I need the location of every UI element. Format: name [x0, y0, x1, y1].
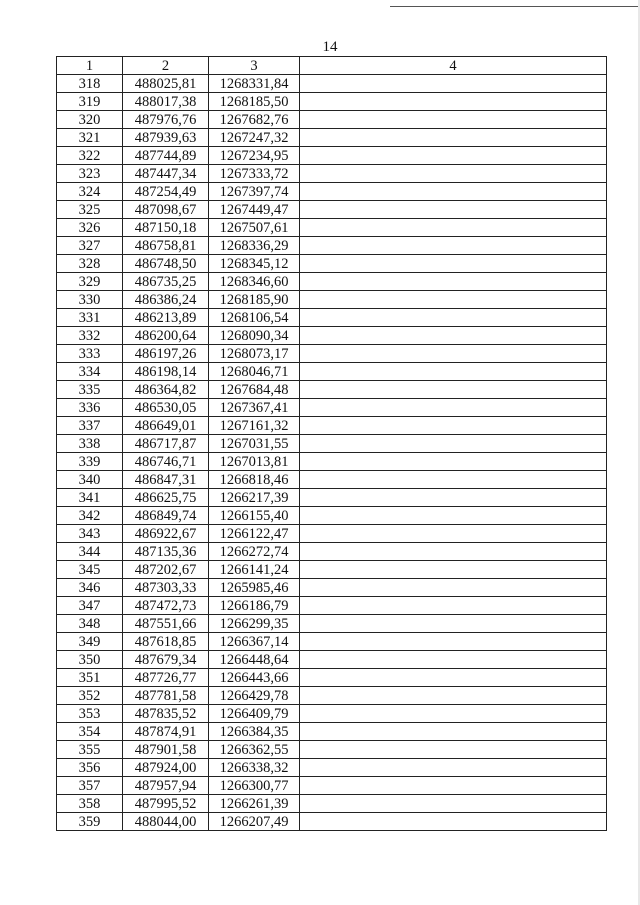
notes-cell [300, 615, 607, 633]
point-number-cell: 330 [57, 291, 123, 309]
x-coordinate-cell: 487781,58 [123, 687, 209, 705]
x-coordinate-cell: 487254,49 [123, 183, 209, 201]
y-coordinate-cell: 1268346,60 [209, 273, 300, 291]
y-coordinate-cell: 1267031,55 [209, 435, 300, 453]
y-coordinate-cell: 1266448,64 [209, 651, 300, 669]
notes-cell [300, 777, 607, 795]
notes-cell [300, 579, 607, 597]
table-row [57, 327, 607, 345]
x-coordinate-cell: 487679,34 [123, 651, 209, 669]
table-row [57, 75, 607, 93]
notes-cell [300, 165, 607, 183]
notes-cell [300, 453, 607, 471]
x-coordinate-cell: 486746,71 [123, 453, 209, 471]
point-number-cell: 354 [57, 723, 123, 741]
table-row [57, 345, 607, 363]
x-coordinate-cell: 488044,00 [123, 813, 209, 831]
table-row [57, 237, 607, 255]
table-row [57, 111, 607, 129]
table-row [57, 435, 607, 453]
y-coordinate-cell: 1268336,29 [209, 237, 300, 255]
point-number-cell: 357 [57, 777, 123, 795]
notes-cell [300, 813, 607, 831]
point-number-cell: 319 [57, 93, 123, 111]
y-coordinate-cell: 1268046,71 [209, 363, 300, 381]
notes-cell [300, 489, 607, 507]
point-number-cell: 336 [57, 399, 123, 417]
x-coordinate-cell: 486735,25 [123, 273, 209, 291]
y-coordinate-cell: 1266300,77 [209, 777, 300, 795]
y-coordinate-cell: 1266429,78 [209, 687, 300, 705]
point-number-cell: 345 [57, 561, 123, 579]
x-coordinate-cell: 486198,14 [123, 363, 209, 381]
point-number-cell: 349 [57, 633, 123, 651]
coordinates-table [56, 56, 607, 831]
notes-cell [300, 795, 607, 813]
notes-cell [300, 399, 607, 417]
point-number-cell: 344 [57, 543, 123, 561]
y-coordinate-cell: 1266186,79 [209, 597, 300, 615]
y-coordinate-cell: 1267161,32 [209, 417, 300, 435]
point-number-cell: 338 [57, 435, 123, 453]
y-coordinate-cell: 1266818,46 [209, 471, 300, 489]
point-number-cell: 320 [57, 111, 123, 129]
table-row [57, 597, 607, 615]
point-number-cell: 358 [57, 795, 123, 813]
notes-cell [300, 111, 607, 129]
notes-cell [300, 759, 607, 777]
notes-cell [300, 129, 607, 147]
y-coordinate-cell: 1266155,40 [209, 507, 300, 525]
table-row [57, 741, 607, 759]
y-coordinate-cell: 1268073,17 [209, 345, 300, 363]
point-number-cell: 342 [57, 507, 123, 525]
x-coordinate-cell: 487744,89 [123, 147, 209, 165]
table-row [57, 417, 607, 435]
table-row [57, 777, 607, 795]
point-number-cell: 332 [57, 327, 123, 345]
y-coordinate-cell: 1268106,54 [209, 309, 300, 327]
point-number-cell: 343 [57, 525, 123, 543]
x-coordinate-cell: 487447,34 [123, 165, 209, 183]
point-number-cell: 339 [57, 453, 123, 471]
table-row [57, 183, 607, 201]
table-row [57, 219, 607, 237]
x-coordinate-cell: 486847,31 [123, 471, 209, 489]
notes-cell [300, 507, 607, 525]
point-number-cell: 333 [57, 345, 123, 363]
y-coordinate-cell: 1268345,12 [209, 255, 300, 273]
table-row [57, 291, 607, 309]
column-header-point-number: 1 [57, 57, 123, 75]
y-coordinate-cell: 1266384,35 [209, 723, 300, 741]
point-number-cell: 346 [57, 579, 123, 597]
y-coordinate-cell: 1268331,84 [209, 75, 300, 93]
point-number-cell: 329 [57, 273, 123, 291]
column-header-x-coordinate: 2 [123, 57, 209, 75]
x-coordinate-cell: 486364,82 [123, 381, 209, 399]
point-number-cell: 334 [57, 363, 123, 381]
point-number-cell: 348 [57, 615, 123, 633]
table-row [57, 723, 607, 741]
table-body [57, 75, 607, 831]
x-coordinate-cell: 487835,52 [123, 705, 209, 723]
notes-cell [300, 723, 607, 741]
point-number-cell: 353 [57, 705, 123, 723]
point-number-cell: 340 [57, 471, 123, 489]
y-coordinate-cell: 1268185,50 [209, 93, 300, 111]
notes-cell [300, 525, 607, 543]
point-number-cell: 352 [57, 687, 123, 705]
y-coordinate-cell: 1266299,35 [209, 615, 300, 633]
notes-cell [300, 471, 607, 489]
x-coordinate-cell: 486213,89 [123, 309, 209, 327]
point-number-cell: 347 [57, 597, 123, 615]
table-row [57, 525, 607, 543]
table-row [57, 201, 607, 219]
point-number-cell: 359 [57, 813, 123, 831]
table-row [57, 633, 607, 651]
y-coordinate-cell: 1266217,39 [209, 489, 300, 507]
notes-cell [300, 201, 607, 219]
table-row [57, 795, 607, 813]
notes-cell [300, 633, 607, 651]
table-row [57, 669, 607, 687]
x-coordinate-cell: 487150,18 [123, 219, 209, 237]
x-coordinate-cell: 487551,66 [123, 615, 209, 633]
x-coordinate-cell: 486849,74 [123, 507, 209, 525]
table-row [57, 147, 607, 165]
table-row [57, 363, 607, 381]
point-number-cell: 318 [57, 75, 123, 93]
x-coordinate-cell: 486717,87 [123, 435, 209, 453]
y-coordinate-cell: 1266272,74 [209, 543, 300, 561]
x-coordinate-cell: 487098,67 [123, 201, 209, 219]
notes-cell [300, 345, 607, 363]
point-number-cell: 335 [57, 381, 123, 399]
y-coordinate-cell: 1268090,34 [209, 327, 300, 345]
x-coordinate-cell: 486386,24 [123, 291, 209, 309]
table-header-row [57, 57, 607, 75]
table-row [57, 759, 607, 777]
point-number-cell: 323 [57, 165, 123, 183]
x-coordinate-cell: 487957,94 [123, 777, 209, 795]
y-coordinate-cell: 1265985,46 [209, 579, 300, 597]
table-row [57, 705, 607, 723]
y-coordinate-cell: 1266367,14 [209, 633, 300, 651]
table-row [57, 399, 607, 417]
x-coordinate-cell: 487939,63 [123, 129, 209, 147]
table-row [57, 507, 607, 525]
point-number-cell: 324 [57, 183, 123, 201]
point-number-cell: 331 [57, 309, 123, 327]
notes-cell [300, 147, 607, 165]
scan-edge-line [390, 6, 640, 7]
table-row [57, 165, 607, 183]
y-coordinate-cell: 1267397,74 [209, 183, 300, 201]
table-row [57, 489, 607, 507]
point-number-cell: 356 [57, 759, 123, 777]
x-coordinate-cell: 487995,52 [123, 795, 209, 813]
x-coordinate-cell: 486197,26 [123, 345, 209, 363]
y-coordinate-cell: 1266261,39 [209, 795, 300, 813]
x-coordinate-cell: 487726,77 [123, 669, 209, 687]
y-coordinate-cell: 1266207,49 [209, 813, 300, 831]
point-number-cell: 322 [57, 147, 123, 165]
x-coordinate-cell: 487874,91 [123, 723, 209, 741]
x-coordinate-cell: 486625,75 [123, 489, 209, 507]
y-coordinate-cell: 1267333,72 [209, 165, 300, 183]
notes-cell [300, 255, 607, 273]
point-number-cell: 350 [57, 651, 123, 669]
notes-cell [300, 651, 607, 669]
point-number-cell: 351 [57, 669, 123, 687]
table-row [57, 471, 607, 489]
y-coordinate-cell: 1267234,95 [209, 147, 300, 165]
column-header-y-coordinate: 3 [209, 57, 300, 75]
point-number-cell: 327 [57, 237, 123, 255]
y-coordinate-cell: 1267247,32 [209, 129, 300, 147]
x-coordinate-cell: 487901,58 [123, 741, 209, 759]
notes-cell [300, 183, 607, 201]
point-number-cell: 325 [57, 201, 123, 219]
x-coordinate-cell: 486530,05 [123, 399, 209, 417]
notes-cell [300, 273, 607, 291]
notes-cell [300, 669, 607, 687]
notes-cell [300, 327, 607, 345]
table-row [57, 273, 607, 291]
x-coordinate-cell: 487924,00 [123, 759, 209, 777]
notes-cell [300, 237, 607, 255]
y-coordinate-cell: 1266409,79 [209, 705, 300, 723]
notes-cell [300, 543, 607, 561]
notes-cell [300, 435, 607, 453]
table-row [57, 453, 607, 471]
point-number-cell: 341 [57, 489, 123, 507]
x-coordinate-cell: 487135,36 [123, 543, 209, 561]
x-coordinate-cell: 488025,81 [123, 75, 209, 93]
x-coordinate-cell: 487618,85 [123, 633, 209, 651]
y-coordinate-cell: 1267449,47 [209, 201, 300, 219]
table-row [57, 579, 607, 597]
y-coordinate-cell: 1267684,48 [209, 381, 300, 399]
table-row [57, 309, 607, 327]
y-coordinate-cell: 1267682,76 [209, 111, 300, 129]
x-coordinate-cell: 487472,73 [123, 597, 209, 615]
y-coordinate-cell: 1267013,81 [209, 453, 300, 471]
y-coordinate-cell: 1266141,24 [209, 561, 300, 579]
notes-cell [300, 363, 607, 381]
x-coordinate-cell: 486758,81 [123, 237, 209, 255]
notes-cell [300, 93, 607, 111]
x-coordinate-cell: 486748,50 [123, 255, 209, 273]
table-row [57, 615, 607, 633]
x-coordinate-cell: 487202,67 [123, 561, 209, 579]
notes-cell [300, 705, 607, 723]
table-row [57, 255, 607, 273]
table-row [57, 381, 607, 399]
x-coordinate-cell: 487303,33 [123, 579, 209, 597]
point-number-cell: 337 [57, 417, 123, 435]
y-coordinate-cell: 1267507,61 [209, 219, 300, 237]
table-row [57, 813, 607, 831]
x-coordinate-cell: 486200,64 [123, 327, 209, 345]
notes-cell [300, 561, 607, 579]
notes-cell [300, 291, 607, 309]
notes-cell [300, 309, 607, 327]
point-number-cell: 328 [57, 255, 123, 273]
notes-cell [300, 219, 607, 237]
y-coordinate-cell: 1267367,41 [209, 399, 300, 417]
x-coordinate-cell: 486922,67 [123, 525, 209, 543]
point-number-cell: 326 [57, 219, 123, 237]
notes-cell [300, 597, 607, 615]
notes-cell [300, 417, 607, 435]
page-number: 14 [322, 39, 338, 55]
x-coordinate-cell: 487976,76 [123, 111, 209, 129]
notes-cell [300, 687, 607, 705]
table-row [57, 129, 607, 147]
notes-cell [300, 75, 607, 93]
y-coordinate-cell: 1266362,55 [209, 741, 300, 759]
table-row [57, 561, 607, 579]
table-row [57, 687, 607, 705]
y-coordinate-cell: 1268185,90 [209, 291, 300, 309]
column-header-notes: 4 [300, 57, 607, 75]
y-coordinate-cell: 1266338,32 [209, 759, 300, 777]
table-row [57, 93, 607, 111]
y-coordinate-cell: 1266443,66 [209, 669, 300, 687]
table-row [57, 543, 607, 561]
point-number-cell: 355 [57, 741, 123, 759]
notes-cell [300, 741, 607, 759]
x-coordinate-cell: 486649,01 [123, 417, 209, 435]
table-row [57, 651, 607, 669]
notes-cell [300, 381, 607, 399]
x-coordinate-cell: 488017,38 [123, 93, 209, 111]
y-coordinate-cell: 1266122,47 [209, 525, 300, 543]
point-number-cell: 321 [57, 129, 123, 147]
